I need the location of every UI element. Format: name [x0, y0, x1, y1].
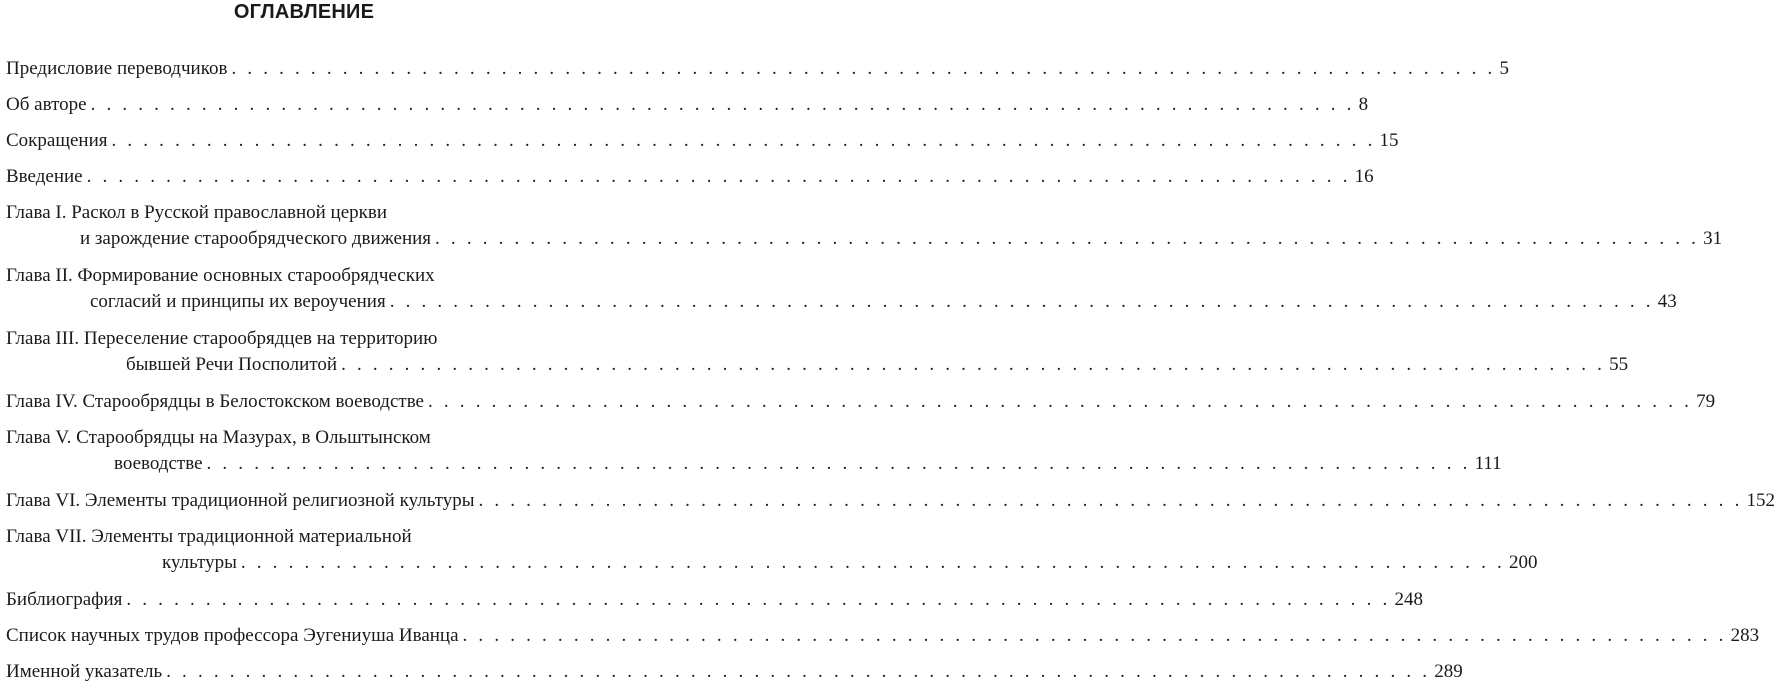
toc-entry-page: 55: [1609, 354, 1629, 375]
toc-entry-title-line-1: Глава II. Формирование основных старообрядческих: [6, 265, 435, 286]
toc-entry-page: 79: [1696, 391, 1716, 412]
dot-leader: . . . . . . . . . . . . . . . . . . . . . . . . . . . . . . . . . . . . . . . . . . . . . . . . . . . . . . . . . . . . . . . . . . . . . . . . . . . . . . . .: [206, 453, 1471, 474]
toc-entry-page: 289: [1434, 661, 1463, 682]
toc-entry-page: 5: [1499, 58, 1509, 79]
toc-entry: [6, 56, 1509, 82]
toc-entry-title-line-2: согласий и принципы их вероучения: [90, 291, 386, 312]
toc-entry: [6, 623, 1760, 649]
dot-leader: . . . . . . . . . . . . . . . . . . . . . . . . . . . . . . . . . . . . . . . . . . . . . . . . . . . . . . . . . . . . . . . . . . . . . . . . . . . . . . . .: [90, 94, 1355, 115]
toc-entry-page: 111: [1474, 453, 1502, 474]
toc-entry-title-line-1: Глава V. Старообрядцы на Мазурах, в Ольштынском: [6, 427, 431, 448]
toc-entry: [6, 326, 1629, 378]
toc-entry-title-line-1: Глава I. Раскол в Русской православной церкви: [6, 202, 388, 223]
toc-entry: [6, 425, 1502, 477]
toc-entry: [6, 587, 1423, 613]
toc-entry-title-line-2: бывшей Речи Посполитой: [126, 354, 338, 375]
dot-leader: . . . . . . . . . . . . . . . . . . . . . . . . . . . . . . . . . . . . . . . . . . . . . . . . . . . . . . . . . . . . . . . . . . . . . . . . . . . . . . . .: [462, 625, 1727, 646]
dot-leader: . . . . . . . . . . . . . . . . . . . . . . . . . . . . . . . . . . . . . . . . . . . . . . . . . . . . . . . . . . . . . . . . . . . . . . . . . . . . . . . .: [126, 589, 1391, 610]
toc-entry: [6, 200, 1723, 252]
dot-leader: . . . . . . . . . . . . . . . . . . . . . . . . . . . . . . . . . . . . . . . . . . . . . . . . . . . . . . . . . . . . . . . . . . . . . . . . . . . . . . . .: [166, 661, 1431, 682]
toc-entry: [6, 128, 1399, 154]
dot-leader: . . . . . . . . . . . . . . . . . . . . . . . . . . . . . . . . . . . . . . . . . . . . . . . . . . . . . . . . . . . . . . . . . . . . . . . . . . . . . . . .: [341, 354, 1606, 375]
toc-entry-title-line-2: воеводстве: [114, 453, 203, 474]
toc-entry-page: 16: [1354, 166, 1374, 187]
toc-entry-title: Список научных трудов профессора Эугениуша Иванца: [6, 625, 459, 646]
toc-entry-page: 200: [1508, 552, 1538, 573]
toc-entry-title: Глава VI. Элементы традиционной религиозной культуры: [6, 490, 475, 511]
toc-entry-title-line-1: Глава III. Переселение старообрядцев на территорию: [6, 328, 438, 349]
dot-leader: . . . . . . . . . . . . . . . . . . . . . . . . . . . . . . . . . . . . . . . . . . . . . . . . . . . . . . . . . . . . . . . . . . . . . . . . . . . . . . . .: [231, 58, 1496, 79]
toc-entry-title: Сокращения: [6, 130, 108, 151]
toc-entry-title-line-1: Глава VII. Элементы традиционной материальной: [6, 526, 412, 547]
toc-entry-title: Предисловие переводчиков: [6, 58, 228, 79]
toc-entry: [6, 164, 1374, 190]
toc-entry-title: Библиография: [6, 589, 123, 610]
toc-entry: [6, 92, 1369, 118]
toc-entry-page: 15: [1379, 130, 1399, 151]
dot-leader: . . . . . . . . . . . . . . . . . . . . . . . . . . . . . . . . . . . . . . . . . . . . . . . . . . . . . . . . . . . . . . . . . . . . . . . . . . . . . . . .: [389, 291, 1654, 312]
toc-entry: [6, 389, 1716, 415]
dot-leader: . . . . . . . . . . . . . . . . . . . . . . . . . . . . . . . . . . . . . . . . . . . . . . . . . . . . . . . . . . . . . . . . . . . . . . . . . . . . . . . .: [240, 552, 1505, 573]
toc-entry-page: 152: [1746, 490, 1775, 511]
toc-entry: [6, 263, 1677, 315]
toc-entry-title: Об авторе: [6, 94, 87, 115]
toc-entry-page: 31: [1703, 228, 1723, 249]
toc-entry-page: 283: [1730, 625, 1760, 646]
table-of-contents: [6, 56, 1775, 695]
toc-entry-title: Введение: [6, 166, 83, 187]
toc-entry: [6, 524, 1538, 576]
toc-entry-title-line-2: культуры: [162, 552, 237, 573]
toc-entry: [6, 488, 1775, 514]
toc-entry-title: Именной указатель: [6, 661, 163, 682]
toc-entry-page: 8: [1358, 94, 1369, 115]
toc-entry-title: Глава IV. Старообрядцы в Белостокском воеводстве: [6, 391, 424, 412]
dot-leader: . . . . . . . . . . . . . . . . . . . . . . . . . . . . . . . . . . . . . . . . . . . . . . . . . . . . . . . . . . . . . . . . . . . . . . . . . . . . . . . .: [86, 166, 1351, 187]
page-title: ОГЛАВЛЕНИЕ: [233, 1, 375, 23]
dot-leader: . . . . . . . . . . . . . . . . . . . . . . . . . . . . . . . . . . . . . . . . . . . . . . . . . . . . . . . . . . . . . . . . . . . . . . . . . . . . . . . .: [478, 490, 1743, 511]
toc-entry-page: 43: [1657, 291, 1677, 312]
dot-leader: . . . . . . . . . . . . . . . . . . . . . . . . . . . . . . . . . . . . . . . . . . . . . . . . . . . . . . . . . . . . . . . . . . . . . . . . . . . . . . . .: [428, 391, 1693, 412]
toc-entry-page: 248: [1394, 589, 1423, 610]
dot-leader: . . . . . . . . . . . . . . . . . . . . . . . . . . . . . . . . . . . . . . . . . . . . . . . . . . . . . . . . . . . . . . . . . . . . . . . . . . . . . . . .: [435, 228, 1700, 249]
toc-entry-title-line-2: и зарождение старообрядческого движения: [80, 228, 432, 249]
dot-leader: . . . . . . . . . . . . . . . . . . . . . . . . . . . . . . . . . . . . . . . . . . . . . . . . . . . . . . . . . . . . . . . . . . . . . . . . . . . . . . . .: [111, 130, 1376, 151]
toc-entry: [6, 659, 1463, 685]
